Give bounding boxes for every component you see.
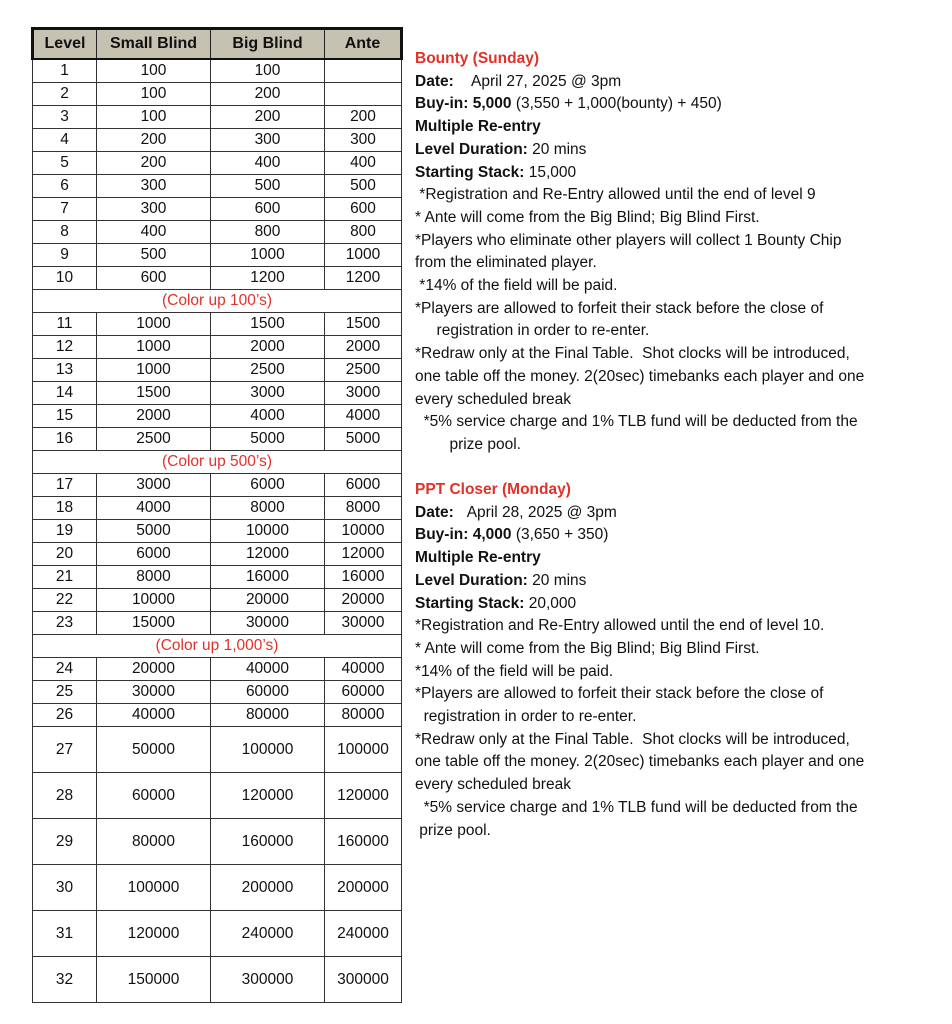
big-blind-cell: 160000 <box>211 819 325 865</box>
note-line: one table off the money. 2(20sec) timebanks each player and one <box>415 753 865 771</box>
level-cell: 21 <box>33 566 97 589</box>
table-row <box>33 382 402 405</box>
level-cell: 32 <box>33 957 97 1003</box>
stack-value: 15,000 <box>528 163 577 181</box>
table-row <box>33 704 402 727</box>
ppt-buyin <box>415 524 925 547</box>
stack-value: 20,000 <box>528 594 577 612</box>
table-row <box>33 175 402 198</box>
big-blind-cell: 10000 <box>211 520 325 543</box>
big-blind-cell: 40000 <box>211 658 325 681</box>
table-row <box>33 267 402 290</box>
big-blind-cell: 6000 <box>211 474 325 497</box>
big-blind-cell: 300 <box>211 129 325 152</box>
ante-cell: 12000 <box>325 543 402 566</box>
level-cell: 12 <box>33 336 97 359</box>
big-blind-cell: 120000 <box>211 773 325 819</box>
table-header-row <box>33 29 402 60</box>
table-row <box>33 819 402 865</box>
buyin-label: Buy-in: <box>415 526 469 544</box>
ante-cell: 3000 <box>325 382 402 405</box>
note-line: registration in order to re-enter. <box>415 708 637 726</box>
small-blind-cell: 200 <box>97 129 211 152</box>
small-blind-cell: 30000 <box>97 681 211 704</box>
small-blind-cell: 1500 <box>97 382 211 405</box>
big-blind-cell: 300000 <box>211 957 325 1003</box>
table-row <box>33 911 402 957</box>
date-value: April 27, 2025 @ 3pm <box>471 72 622 90</box>
table-row <box>33 106 402 129</box>
small-blind-cell: 100000 <box>97 865 211 911</box>
stack-label: Starting Stack: <box>415 163 525 181</box>
ante-cell: 30000 <box>325 612 402 635</box>
level-cell: 4 <box>33 129 97 152</box>
level-cell: 22 <box>33 589 97 612</box>
level-cell: 16 <box>33 428 97 451</box>
date-label: Date: <box>415 503 454 521</box>
big-blind-cell: 2500 <box>211 359 325 382</box>
note-line: *Redraw only at the Final Table. Shot clocks will be introduced, <box>415 730 850 748</box>
ppt-level-duration <box>415 570 925 593</box>
big-blind-cell: 400 <box>211 152 325 175</box>
header-small-blind: Small Blind <box>97 29 211 60</box>
big-blind-cell: 100000 <box>211 727 325 773</box>
level-cell: 13 <box>33 359 97 382</box>
stack-label: Starting Stack: <box>415 594 525 612</box>
note-line: *Players are allowed to forfeit their stack before the close of <box>415 685 824 703</box>
big-blind-cell: 8000 <box>211 497 325 520</box>
note-line: *5% service charge and 1% TLB fund will be deducted from the <box>415 413 858 431</box>
note-line: prize pool. <box>415 821 491 839</box>
big-blind-cell: 4000 <box>211 405 325 428</box>
level-cell: 24 <box>33 658 97 681</box>
note-line: *14% of the field will be paid. <box>415 277 618 295</box>
small-blind-cell: 400 <box>97 221 211 244</box>
ante-cell: 240000 <box>325 911 402 957</box>
color-up-row <box>33 290 402 313</box>
level-label: Level Duration: <box>415 140 528 158</box>
table-row <box>33 83 402 106</box>
note-line: every scheduled break <box>415 390 571 408</box>
ante-cell <box>325 59 402 83</box>
note-line: prize pool. <box>415 435 521 453</box>
big-blind-cell: 600 <box>211 198 325 221</box>
table-row <box>33 221 402 244</box>
ante-cell: 100000 <box>325 727 402 773</box>
date-value: April 28, 2025 @ 3pm <box>466 503 617 521</box>
note-line: *Redraw only at the Final Table. Shot clocks will be introduced, <box>415 345 850 363</box>
ante-cell: 5000 <box>325 428 402 451</box>
small-blind-cell: 1000 <box>97 313 211 336</box>
ante-cell: 1200 <box>325 267 402 290</box>
table-row <box>33 198 402 221</box>
buyin-detail: (3,550 + 1,000(bounty) + 450) <box>515 95 722 113</box>
table-row <box>33 612 402 635</box>
ante-cell: 16000 <box>325 566 402 589</box>
small-blind-cell: 60000 <box>97 773 211 819</box>
big-blind-cell: 12000 <box>211 543 325 566</box>
ante-cell: 2000 <box>325 336 402 359</box>
color-up-row <box>33 635 402 658</box>
big-blind-cell: 30000 <box>211 612 325 635</box>
bounty-reentry <box>415 116 925 139</box>
color-up-label: (Color up 1,000’s) <box>33 635 402 658</box>
ppt-date <box>415 502 925 525</box>
small-blind-cell: 1000 <box>97 336 211 359</box>
reentry-label: Multiple Re-entry <box>415 549 541 567</box>
level-cell: 11 <box>33 313 97 336</box>
buyin-detail: (3,650 + 350) <box>515 526 609 544</box>
ante-cell: 8000 <box>325 497 402 520</box>
table-row <box>33 727 402 773</box>
big-blind-cell: 20000 <box>211 589 325 612</box>
small-blind-cell: 6000 <box>97 543 211 566</box>
table-row <box>33 658 402 681</box>
small-blind-cell: 2000 <box>97 405 211 428</box>
level-cell: 2 <box>33 83 97 106</box>
buyin-label: Buy-in: <box>415 95 469 113</box>
ante-cell: 60000 <box>325 681 402 704</box>
level-cell: 1 <box>33 59 97 83</box>
color-up-label: (Color up 100’s) <box>33 290 402 313</box>
reentry-label: Multiple Re-entry <box>415 118 541 136</box>
big-blind-cell: 1000 <box>211 244 325 267</box>
color-up-label: (Color up 500’s) <box>33 451 402 474</box>
ppt-notes <box>415 615 925 842</box>
level-cell: 20 <box>33 543 97 566</box>
level-cell: 7 <box>33 198 97 221</box>
big-blind-cell: 1200 <box>211 267 325 290</box>
ante-cell: 20000 <box>325 589 402 612</box>
color-up-row <box>33 451 402 474</box>
note-line: one table off the money. 2(20sec) timebanks each player and one <box>415 367 865 385</box>
ante-cell: 1000 <box>325 244 402 267</box>
level-label: Level Duration: <box>415 571 528 589</box>
bounty-level-duration <box>415 139 925 162</box>
small-blind-cell: 2500 <box>97 428 211 451</box>
big-blind-cell: 16000 <box>211 566 325 589</box>
table-row <box>33 405 402 428</box>
ante-cell: 200000 <box>325 865 402 911</box>
big-blind-cell: 1500 <box>211 313 325 336</box>
level-cell: 9 <box>33 244 97 267</box>
big-blind-cell: 240000 <box>211 911 325 957</box>
ppt-title: PPT Closer (Monday) <box>415 481 571 498</box>
note-line: *Registration and Re-Entry allowed until the end of level 9 <box>415 186 816 204</box>
ppt-reentry <box>415 547 925 570</box>
ante-cell: 120000 <box>325 773 402 819</box>
small-blind-cell: 1000 <box>97 359 211 382</box>
level-cell: 27 <box>33 727 97 773</box>
small-blind-cell: 300 <box>97 198 211 221</box>
level-cell: 8 <box>33 221 97 244</box>
table-body <box>33 59 402 1003</box>
date-label: Date: <box>415 72 454 90</box>
ppt-starting-stack <box>415 593 925 616</box>
level-cell: 26 <box>33 704 97 727</box>
ante-cell: 2500 <box>325 359 402 382</box>
level-cell: 28 <box>33 773 97 819</box>
small-blind-cell: 15000 <box>97 612 211 635</box>
level-cell: 31 <box>33 911 97 957</box>
table-row <box>33 474 402 497</box>
buyin-amount: 4,000 <box>472 526 512 544</box>
table-row <box>33 520 402 543</box>
ante-cell <box>325 83 402 106</box>
level-value: 20 mins <box>532 140 587 158</box>
ante-cell: 400 <box>325 152 402 175</box>
small-blind-cell: 5000 <box>97 520 211 543</box>
small-blind-cell: 100 <box>97 106 211 129</box>
table-row <box>33 681 402 704</box>
table-row <box>33 589 402 612</box>
big-blind-cell: 800 <box>211 221 325 244</box>
level-cell: 17 <box>33 474 97 497</box>
small-blind-cell: 100 <box>97 59 211 83</box>
small-blind-cell: 20000 <box>97 658 211 681</box>
table-row <box>33 428 402 451</box>
table-row <box>33 336 402 359</box>
big-blind-cell: 200000 <box>211 865 325 911</box>
note-line: *5% service charge and 1% TLB fund will be deducted from the <box>415 798 858 816</box>
bounty-date <box>415 71 925 94</box>
small-blind-cell: 500 <box>97 244 211 267</box>
ante-cell: 6000 <box>325 474 402 497</box>
small-blind-cell: 150000 <box>97 957 211 1003</box>
ante-cell: 4000 <box>325 405 402 428</box>
big-blind-cell: 200 <box>211 83 325 106</box>
note-line: every scheduled break <box>415 776 571 794</box>
big-blind-cell: 500 <box>211 175 325 198</box>
level-cell: 18 <box>33 497 97 520</box>
header-level: Level <box>33 29 97 60</box>
note-line: * Ante will come from the Big Blind; Big Blind First. <box>415 208 760 226</box>
big-blind-cell: 200 <box>211 106 325 129</box>
note-line: *Players who eliminate other players will collect 1 Bounty Chip <box>415 231 842 249</box>
table-row <box>33 59 402 83</box>
ante-cell: 500 <box>325 175 402 198</box>
ante-cell: 300 <box>325 129 402 152</box>
level-cell: 29 <box>33 819 97 865</box>
level-cell: 25 <box>33 681 97 704</box>
note-line: *Players are allowed to forfeit their stack before the close of <box>415 299 824 317</box>
small-blind-cell: 100 <box>97 83 211 106</box>
level-cell: 6 <box>33 175 97 198</box>
table-row <box>33 244 402 267</box>
small-blind-cell: 4000 <box>97 497 211 520</box>
header-ante: Ante <box>325 29 402 60</box>
table-row <box>33 359 402 382</box>
note-line: * Ante will come from the Big Blind; Big Blind First. <box>415 639 760 657</box>
ppt-closer-info <box>415 479 925 842</box>
level-cell: 23 <box>33 612 97 635</box>
small-blind-cell: 300 <box>97 175 211 198</box>
bounty-starting-stack <box>415 162 925 185</box>
big-blind-cell: 60000 <box>211 681 325 704</box>
ante-cell: 10000 <box>325 520 402 543</box>
note-line: registration in order to re-enter. <box>415 322 650 340</box>
ante-cell: 1500 <box>325 313 402 336</box>
small-blind-cell: 200 <box>97 152 211 175</box>
bounty-buyin <box>415 93 925 116</box>
table-row <box>33 543 402 566</box>
bounty-tournament-info <box>415 48 925 457</box>
ante-cell: 600 <box>325 198 402 221</box>
ante-cell: 160000 <box>325 819 402 865</box>
small-blind-cell: 120000 <box>97 911 211 957</box>
ante-cell: 40000 <box>325 658 402 681</box>
small-blind-cell: 600 <box>97 267 211 290</box>
level-value: 20 mins <box>532 571 587 589</box>
small-blind-cell: 50000 <box>97 727 211 773</box>
level-cell: 15 <box>33 405 97 428</box>
ante-cell: 80000 <box>325 704 402 727</box>
ante-cell: 800 <box>325 221 402 244</box>
level-cell: 3 <box>33 106 97 129</box>
table-row <box>33 497 402 520</box>
blind-structure-table <box>31 27 403 1003</box>
bounty-title: Bounty (Sunday) <box>415 50 539 67</box>
big-blind-cell: 100 <box>211 59 325 83</box>
table-row <box>33 152 402 175</box>
big-blind-cell: 5000 <box>211 428 325 451</box>
level-cell: 5 <box>33 152 97 175</box>
table-row <box>33 773 402 819</box>
note-line: *14% of the field will be paid. <box>415 662 614 680</box>
level-cell: 30 <box>33 865 97 911</box>
table-row <box>33 313 402 336</box>
level-cell: 19 <box>33 520 97 543</box>
table-row <box>33 129 402 152</box>
note-line: *Registration and Re-Entry allowed until the end of level 10. <box>415 617 825 635</box>
ante-cell: 200 <box>325 106 402 129</box>
bounty-notes <box>415 184 925 456</box>
small-blind-cell: 10000 <box>97 589 211 612</box>
buyin-amount: 5,000 <box>472 95 512 113</box>
small-blind-cell: 8000 <box>97 566 211 589</box>
table-row <box>33 566 402 589</box>
table-row <box>33 957 402 1003</box>
level-cell: 14 <box>33 382 97 405</box>
small-blind-cell: 80000 <box>97 819 211 865</box>
big-blind-cell: 2000 <box>211 336 325 359</box>
table-row <box>33 865 402 911</box>
big-blind-cell: 80000 <box>211 704 325 727</box>
ante-cell: 300000 <box>325 957 402 1003</box>
big-blind-cell: 3000 <box>211 382 325 405</box>
level-cell: 10 <box>33 267 97 290</box>
small-blind-cell: 3000 <box>97 474 211 497</box>
small-blind-cell: 40000 <box>97 704 211 727</box>
header-big-blind: Big Blind <box>211 29 325 60</box>
note-line: from the eliminated player. <box>415 254 597 272</box>
